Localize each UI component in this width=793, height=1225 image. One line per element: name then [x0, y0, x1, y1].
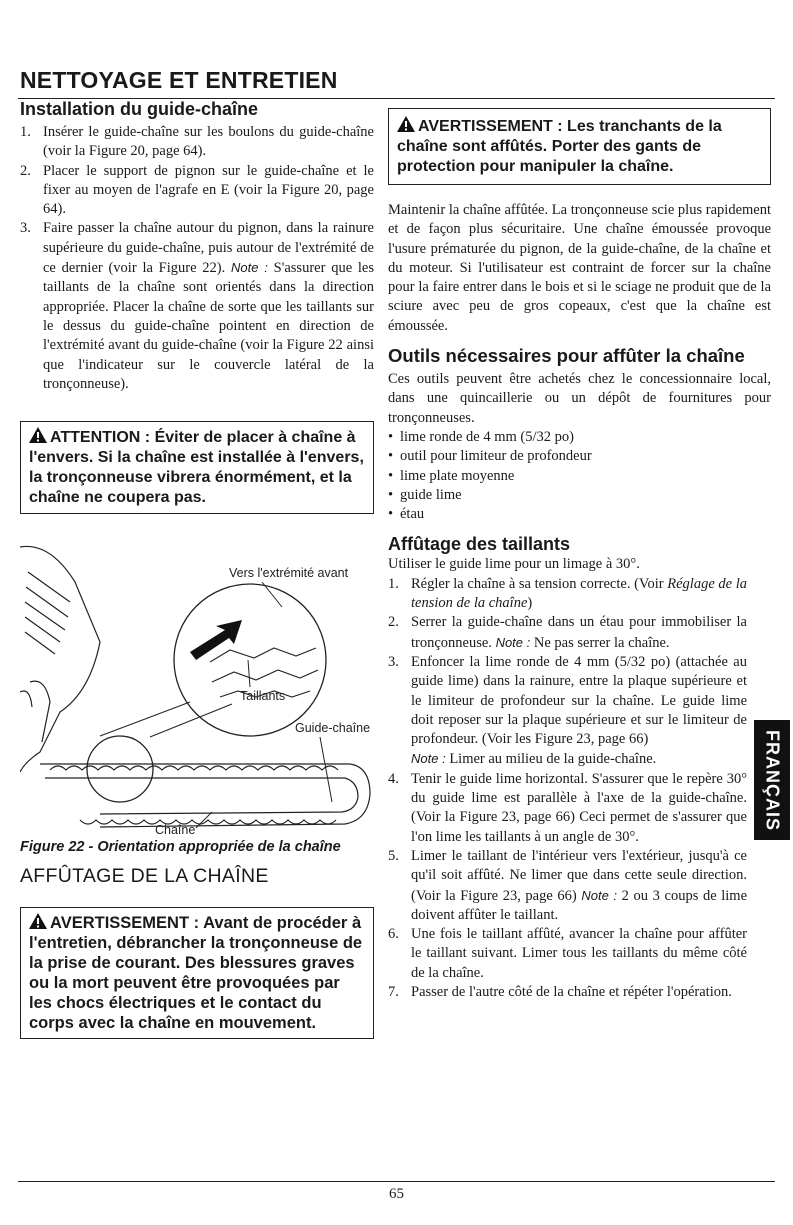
- label-chain: Chaîne: [155, 823, 196, 838]
- list-item: 3. Enfoncer la lime ronde de 4 mm (5/32 po) (attachée au guide lime) dans la rainure, entre la plaque supérieure et le limiteur de profondeur sur la chaîne. Le guide lime doit reposer sur la plaque supérieure et sur le limiteur de profondeur. (Voir les Figure 23, page 66) Note : Limer au milieu de la guide-chaîne.: [388, 653, 747, 768]
- saw-body-drawing: [20, 547, 100, 773]
- list-item: • étau: [388, 505, 771, 524]
- list-item: 2. Placer le support de pignon sur le guide-chaîne et le fixer au moyen de l'agrafe en E (voir la Figure 20, page 64).: [20, 162, 374, 218]
- list-item: • outil pour limiteur de profondeur: [388, 447, 771, 466]
- tools-paragraph: Ces outils peuvent être achetés chez le concessionnaire local, dans une quincaillerie ou un dépôt de fournitures pour tronçonneuses.: [388, 371, 771, 426]
- attention-box: [20, 421, 374, 514]
- attention-text: ATTENTION : Éviter de placer à chaîne à l'envers. Si la chaîne est installée à l'envers, la tronçonneuse vibrera énormément, et la chaîne ne coupera pas.: [29, 429, 364, 507]
- sharpen-heading: AFFÛTAGE DE LA CHAÎNE: [20, 865, 269, 888]
- list-item: • lime ronde de 4 mm (5/32 po): [388, 428, 771, 447]
- warning-icon: [29, 427, 47, 443]
- install-heading: Installation du guide-chaîne: [20, 99, 259, 119]
- magnifier-circle: [174, 584, 326, 736]
- note-label: Note :: [581, 887, 618, 903]
- note-label: Note :: [231, 260, 268, 276]
- label-cutters: Taillants: [240, 689, 286, 704]
- tools-list: [388, 428, 771, 524]
- list-item: • guide lime: [388, 486, 771, 505]
- note-label: Note :: [495, 634, 531, 650]
- warning-box-gloves: [388, 108, 771, 185]
- label-bar: Guide-chaîne: [295, 721, 371, 736]
- note-label: Note :: [411, 751, 446, 767]
- warning-box-power: [20, 907, 374, 1039]
- footer-rule: [18, 1181, 775, 1182]
- list-item: 1. Insérer le guide-chaîne sur les boulons du guide-chaîne (voir la Figure 20, page 64).: [20, 124, 374, 160]
- list-item: 6. Une fois le taillant affûté, avancer la chaîne pour affûter le taillant suivant. Limer tous les taillants du même côté de la chaîne.: [388, 926, 747, 981]
- cutters-intro: Utiliser le guide lime pour un limage à 30°.: [388, 556, 640, 573]
- maintain-paragraph: Maintenir la chaîne affûtée. La tronçonneuse scie plus rapidement et de façon plus sécuritaire. Une chaîne émoussée provoque l'usure prématurée du pignon, de la guide-chaîne, de la chaîne et du moteur. Si l'utilisateur est contraint de forcer sur la chaîne pour la faire entrer dans le bois et si le sciage ne produit que de la sciure avec peu de gros copeaux, c'est que la chaîne est émoussée.: [388, 202, 771, 334]
- list-item: • lime plate moyenne: [388, 467, 771, 486]
- page-number: 65: [389, 1186, 404, 1202]
- list-item: 7. Passer de l'autre côté de la chaîne et répéter l'opération.: [388, 983, 732, 1000]
- language-tab-label: FRANÇAIS: [762, 729, 783, 831]
- guide-bar-drawing: [40, 764, 370, 827]
- right-column: [388, 100, 771, 1002]
- figure-22: [20, 542, 374, 842]
- tools-heading: Outils nécessaires pour affûter la chaîne: [388, 345, 745, 367]
- list-item: 4. Tenir le guide lime horizontal. S'assurer que le repère 30° du guide lime est parallèle à l'axe de la guide-chaîne. (Voir la Figure 23, page 66) Ceci permet de s'assurer que l'on lime les taillants à un angle de 30°.: [388, 770, 747, 845]
- cutters-heading: Affûtage des taillants: [388, 534, 571, 555]
- warning-text: AVERTISSEMENT : Les tranchants de la chaîne sont affûtés. Porter des gants de protection pour manipuler la chaîne.: [397, 118, 722, 175]
- list-item: 5. Limer le taillant de l'intérieur vers l'extérieur, jusqu'à ce qu'il soit affûté. Ne limer que dans cette seule direction. (Voir la Figure 23, page 66) Note : 2 ou 3 coups de lime doivent affûter le taillant.: [388, 847, 748, 923]
- list-item: 3. Faire passer la chaîne autour du pignon, dans la rainure supérieure du guide-chaîne, puis autour de l'extrémité de ce dernier (voir la Figure 22). Note : S'assurer que les taillants de la chaîne sont orientés dans la direction appropriée. Placer la chaîne de sorte que les taillants sur le dessus du guide-chaîne pointent en direction de l'extrémité avant du guide-chaîne (voir la Figure 22 ainsi que l'indicateur sur le couvercle latéral de la tronçonneuse).: [20, 220, 375, 392]
- warning-text: AVERTISSEMENT : Avant de procéder à l'entretien, débrancher la tronçonneuse de la prise de courant. Des blessures graves ou la mort peuvent être provoquées par les chocs électriques et le contact du corps avec la chaîne en mouvement.: [29, 914, 363, 1033]
- list-item: 1. Régler la chaîne à sa tension correcte. (Voir Réglage de la tension de la chaîne): [388, 575, 747, 612]
- install-steps: [20, 123, 374, 394]
- warning-icon: [397, 116, 415, 132]
- page-title: NETTOYAGE ET ENTRETIEN: [20, 67, 338, 93]
- warning-icon: [29, 913, 47, 929]
- left-column: [20, 100, 374, 1039]
- list-item: 2. Serrer la guide-chaîne dans un étau pour immobiliser la tronçonneuse. Note : Ne pas serrer la chaîne.: [388, 614, 747, 651]
- arrow-icon: [190, 620, 242, 660]
- sharpen-steps: [388, 575, 771, 1003]
- language-tab: [754, 720, 790, 840]
- label-front: Vers l'extrémité avant: [229, 566, 349, 581]
- figure-caption: Figure 22 - Orientation appropriée de la chaîne: [20, 839, 341, 856]
